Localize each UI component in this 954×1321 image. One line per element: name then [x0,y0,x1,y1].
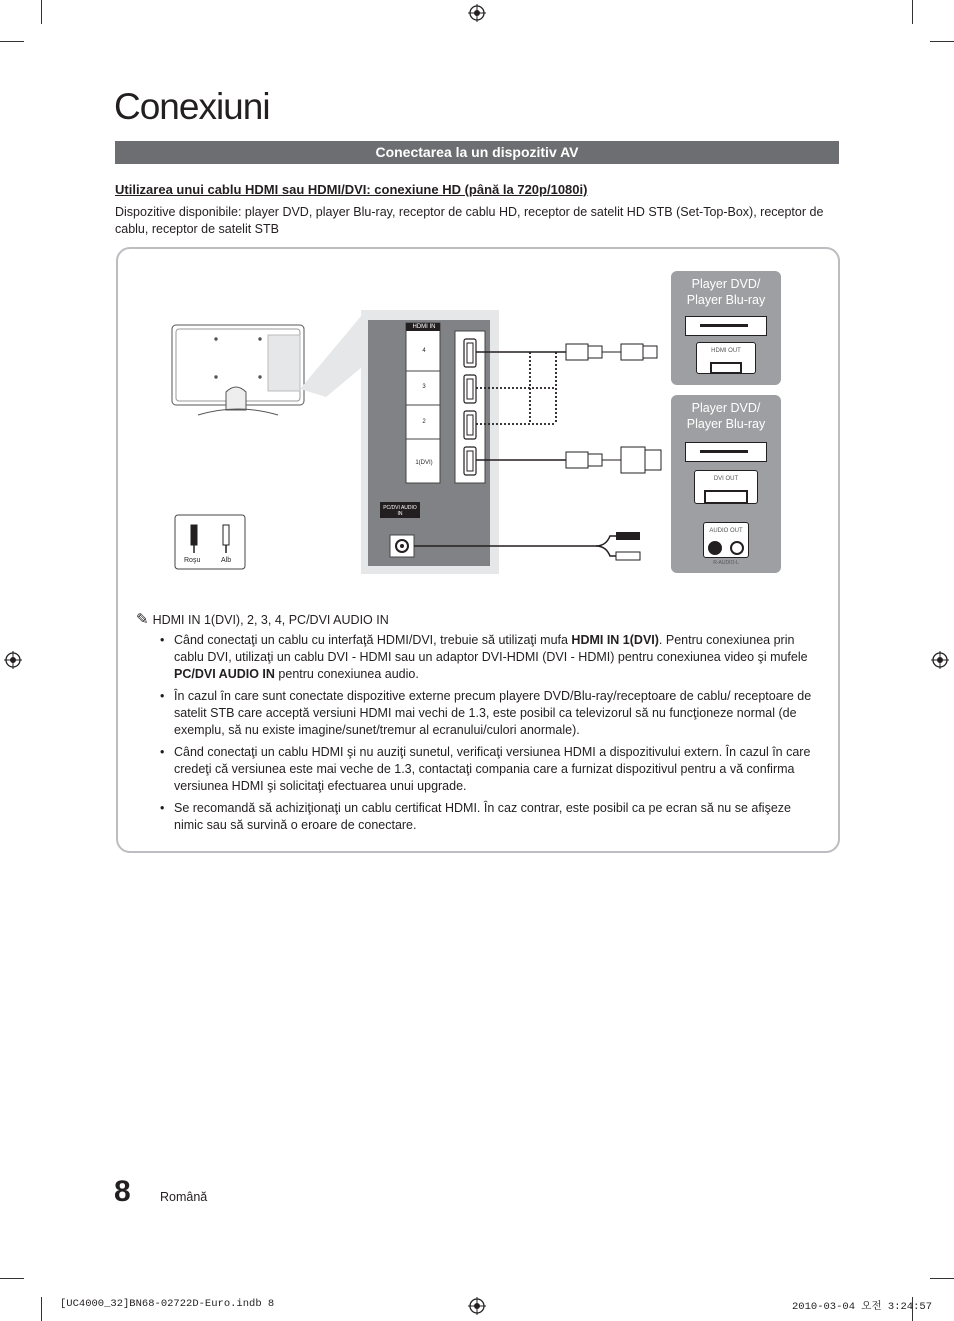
crop-mark [0,41,24,42]
list-item: • Se recomandă să achiziţionaţi un cablu certificat HDMI. În caz contrar, este posibil ca pe ecran să nu se afişeze nimic sau să survină o eroare de conectare. [160,800,820,834]
dvi-out-port [694,470,758,504]
audio-sub-label: R-AUDIO-L [713,560,739,566]
section-bar: Conectarea la un dispozitiv AV [115,141,839,164]
audio-out-port [703,522,749,566]
crop-mark [41,0,42,24]
port-4-label: 4 [422,348,426,354]
port-1-label: 1(DVI) [415,460,433,466]
language-label: Română [160,1190,208,1204]
crop-mark [930,41,954,42]
crop-mark [0,1278,24,1279]
device-box-hdmi [671,271,781,385]
list-item: • În cazul în care sunt conectate dispozitive externe precum playere DVD/Blu-ray/receptoare de cablu/ receptoare de satelit STB care acceptă versiuni HDMI mai vechi de 1.3, este posibil ca televizorul să nu funcţioneze normal (de exemplu, să nu existe imagine/sunet/tremur al ecranului/culori anormale). [160,688,820,739]
port-3-label: 3 [422,384,426,390]
print-timestamp: 2010-03-04 오전 3:24:57 [792,1301,933,1313]
crop-mark [930,1278,954,1279]
list-item: • Când conectaţi un cablu cu interfaţă HDMI/DVI, trebuie să utilizaţi mufa HDMI IN 1(DVI). Pentru conexiunea prin cablu DVI, utilizaţi un cablu DVI - HDMI sau un adaptor DVI-HDMI (DVI - HDMI) pentru conexiunea video şi mufele PC/DVI AUDIO IN pentru conexiunea audio. [160,632,820,683]
subheading: Utilizarea unui cablu HDMI sau HDMI/DVI: conexiune HD (până la 720p/1080i) [115,182,588,197]
port-2-label: 2 [422,419,426,425]
note-heading-text: HDMI IN 1(DVI), 2, 3, 4, PC/DVI AUDIO IN [152,613,389,627]
note-heading [136,610,389,628]
hdmi-in-label: HDMI IN [412,324,436,330]
hdmi-out-label: HDMI OUT [711,348,741,354]
registration-mark-icon [4,651,22,669]
intro-text: Dispozitive disponibile: player DVD, player Blu-ray, receptor de cablu HD, receptor de satelit HD STB (Set-Top-Box), receptor de cablu, receptor de satelit STB [115,205,824,236]
device-label-line2: Player Blu-ray [686,293,766,307]
notes-list [160,632,820,839]
registration-mark-icon [931,651,949,669]
alb-label: Alb [221,557,232,564]
rosu-label: Roşu [184,557,201,564]
hdmi-out-port [696,342,756,374]
page-number: 8 [114,1175,131,1208]
registration-mark-icon [468,4,486,22]
tv-back-illustration [172,325,304,415]
crop-mark [41,1297,42,1321]
device-label-line1: Player DVD/ [691,401,761,415]
player-icon [685,442,767,462]
list-item: • Când conectaţi un cablu HDMI şi nu auziţi sunetul, verificaţi versiunea HDMI a dispozitivului extern. În cazul în care credeţi că versiunea este mai veche de 1.3, contactaţi compania care a furnizat dispozitivul pentru a vă confirma versiunea HDMI şi solicitaţi efectuarea unui upgrade. [160,744,820,795]
dvi-out-label: DVI OUT [713,476,739,482]
audio-out-label: AUDIO OUT [709,528,743,534]
page-title: Conexiuni [114,86,270,127]
device-label-line1: Player DVD/ [691,277,761,291]
crop-mark [912,0,913,24]
file-info: [UC4000_32]BN68-02722D-Euro.indb 8 [60,1298,275,1310]
player-icon [685,316,767,336]
device-label-line2: Player Blu-ray [686,417,766,431]
pencil-note-icon: ✎ [136,611,149,628]
registration-mark-icon [468,1297,486,1315]
pc-dvi-audio-label: PC/DVI AUDIO IN [383,505,417,517]
device-box-dvi [671,395,781,573]
